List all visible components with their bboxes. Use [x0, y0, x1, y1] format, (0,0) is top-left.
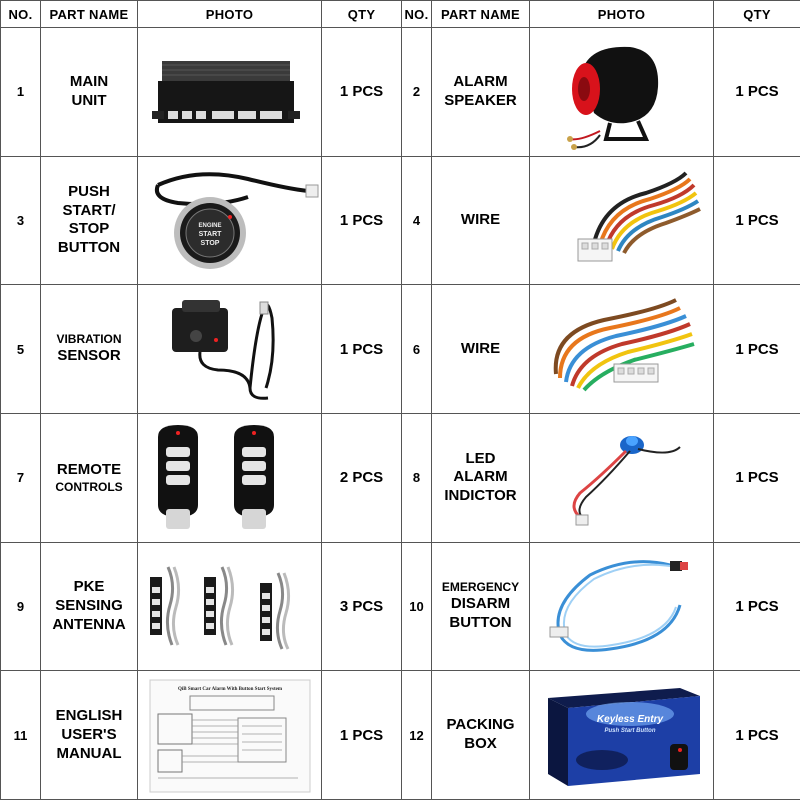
- main-unit-image: [138, 31, 322, 153]
- part-name-line: SENSOR: [57, 347, 121, 365]
- part-name: [432, 285, 530, 414]
- part-photo: [530, 542, 714, 671]
- vibration-sensor-image: [138, 288, 322, 410]
- part-name-line: DISARM: [450, 595, 511, 613]
- antenna-unit-3-icon: [260, 573, 289, 649]
- part-name: [41, 671, 138, 800]
- table-row: [1, 542, 800, 671]
- part-name-line: VIBRATION: [56, 332, 122, 347]
- start-label: START: [198, 231, 222, 239]
- header-photo: PHOTO: [530, 1, 714, 28]
- part-quantity: 1 PCS: [714, 542, 800, 671]
- push-start-button-image: [138, 159, 322, 281]
- part-name-line: WIRE: [460, 211, 501, 229]
- part-name: [432, 413, 530, 542]
- part-quantity: 1 PCS: [322, 671, 402, 800]
- part-photo: [138, 671, 322, 800]
- part-name: [432, 671, 530, 800]
- wire-harness-image: [530, 288, 714, 410]
- item-number: 7: [1, 413, 41, 542]
- box-keyless-label: Keyless Entry: [596, 714, 664, 726]
- part-name-line: REMOTE: [56, 460, 122, 478]
- part-quantity: 1 PCS: [714, 413, 800, 542]
- part-photo: [530, 28, 714, 157]
- remote-control-left-icon: [158, 425, 198, 529]
- part-name: [41, 542, 138, 671]
- engine-label: ENGINE: [198, 223, 222, 230]
- part-name-line: BOX: [464, 735, 497, 753]
- part-name-line: SPEAKER: [444, 91, 517, 109]
- header-part-name: PART NAME: [41, 1, 138, 28]
- header-part-name: PART NAME: [432, 1, 530, 28]
- part-quantity: 1 PCS: [714, 28, 800, 157]
- part-name: [41, 413, 138, 542]
- part-name-line: WIRE: [460, 339, 501, 357]
- wire-harness-image: [530, 159, 714, 281]
- part-photo: [138, 156, 322, 285]
- part-name-line: ALARM: [453, 73, 508, 91]
- part-name: [41, 156, 138, 285]
- part-name-line: ENGLISH: [55, 707, 123, 725]
- part-name-line: BUTTON: [57, 239, 121, 257]
- item-number: 5: [1, 285, 41, 414]
- part-name-line: START/: [62, 201, 116, 219]
- antenna-unit-2-icon: [204, 567, 233, 645]
- item-number: 10: [402, 542, 432, 671]
- part-name-line: ANTENNA: [52, 615, 126, 633]
- led-indicator-image: [530, 417, 714, 539]
- part-quantity: 1 PCS: [714, 671, 800, 800]
- part-quantity: 2 PCS: [322, 413, 402, 542]
- header-qty: QTY: [322, 1, 402, 28]
- part-quantity: 1 PCS: [322, 156, 402, 285]
- header-no: NO.: [402, 1, 432, 28]
- part-name-line: INDICTOR: [444, 487, 517, 505]
- manual-title: QiB Smart Car Alarm With Button Start System: [177, 687, 283, 693]
- part-name: [432, 156, 530, 285]
- part-name-line: BUTTON: [449, 613, 512, 631]
- item-number: 4: [402, 156, 432, 285]
- pke-antenna-image: [138, 545, 322, 667]
- header-row: [1, 1, 800, 28]
- part-name: [432, 28, 530, 157]
- part-name: [41, 285, 138, 414]
- part-name-line: LED: [465, 449, 496, 467]
- header-no: NO.: [1, 1, 41, 28]
- item-number: 1: [1, 28, 41, 157]
- table-row: [1, 413, 800, 542]
- remote-control-right-icon: [234, 425, 274, 529]
- remote-controls-image: [138, 417, 322, 539]
- table-row: [1, 285, 800, 414]
- part-quantity: 3 PCS: [322, 542, 402, 671]
- part-name-line: STOP: [68, 220, 110, 238]
- part-photo: [138, 285, 322, 414]
- item-number: 3: [1, 156, 41, 285]
- part-name-line: USER'S: [61, 725, 117, 743]
- table-row: [1, 28, 800, 157]
- alarm-speaker-image: [530, 31, 714, 153]
- item-number: 11: [1, 671, 41, 800]
- part-name-line: PUSH: [68, 182, 110, 200]
- box-push-start-label: Push Start Button: [604, 728, 656, 735]
- part-name-line: PACKING: [446, 716, 515, 734]
- stop-label: STOP: [200, 240, 220, 248]
- item-number: 8: [402, 413, 432, 542]
- part-quantity: 1 PCS: [714, 285, 800, 414]
- part-photo: [530, 671, 714, 800]
- part-name: [41, 28, 138, 157]
- part-quantity: 1 PCS: [322, 285, 402, 414]
- packing-box-image: [530, 674, 714, 796]
- part-name-line: UNIT: [71, 91, 107, 109]
- part-photo: [530, 156, 714, 285]
- header-qty: QTY: [714, 1, 800, 28]
- part-name-line: ALARM: [453, 468, 508, 486]
- part-photo: [138, 413, 322, 542]
- item-number: 2: [402, 28, 432, 157]
- part-name-line: MAIN: [69, 73, 109, 91]
- user-manual-image: [138, 674, 322, 796]
- part-name-line: CONTROLS: [55, 479, 123, 494]
- part-photo: [138, 28, 322, 157]
- emergency-disarm-button-image: [530, 545, 714, 667]
- item-number: 9: [1, 542, 41, 671]
- item-number: 6: [402, 285, 432, 414]
- part-photo: [530, 285, 714, 414]
- table-row: [1, 671, 800, 800]
- part-name-line: MANUAL: [56, 744, 122, 762]
- part-photo: [138, 542, 322, 671]
- part-name-line: PKE: [73, 578, 105, 596]
- part-name-line: SENSING: [55, 597, 123, 615]
- antenna-unit-1-icon: [150, 567, 179, 645]
- header-photo: PHOTO: [138, 1, 322, 28]
- part-quantity: 1 PCS: [322, 28, 402, 157]
- part-quantity: 1 PCS: [714, 156, 800, 285]
- table-row: [1, 156, 800, 285]
- part-name: [432, 542, 530, 671]
- part-photo: [530, 413, 714, 542]
- part-name-line: EMERGENCY: [441, 580, 520, 595]
- item-number: 12: [402, 671, 432, 800]
